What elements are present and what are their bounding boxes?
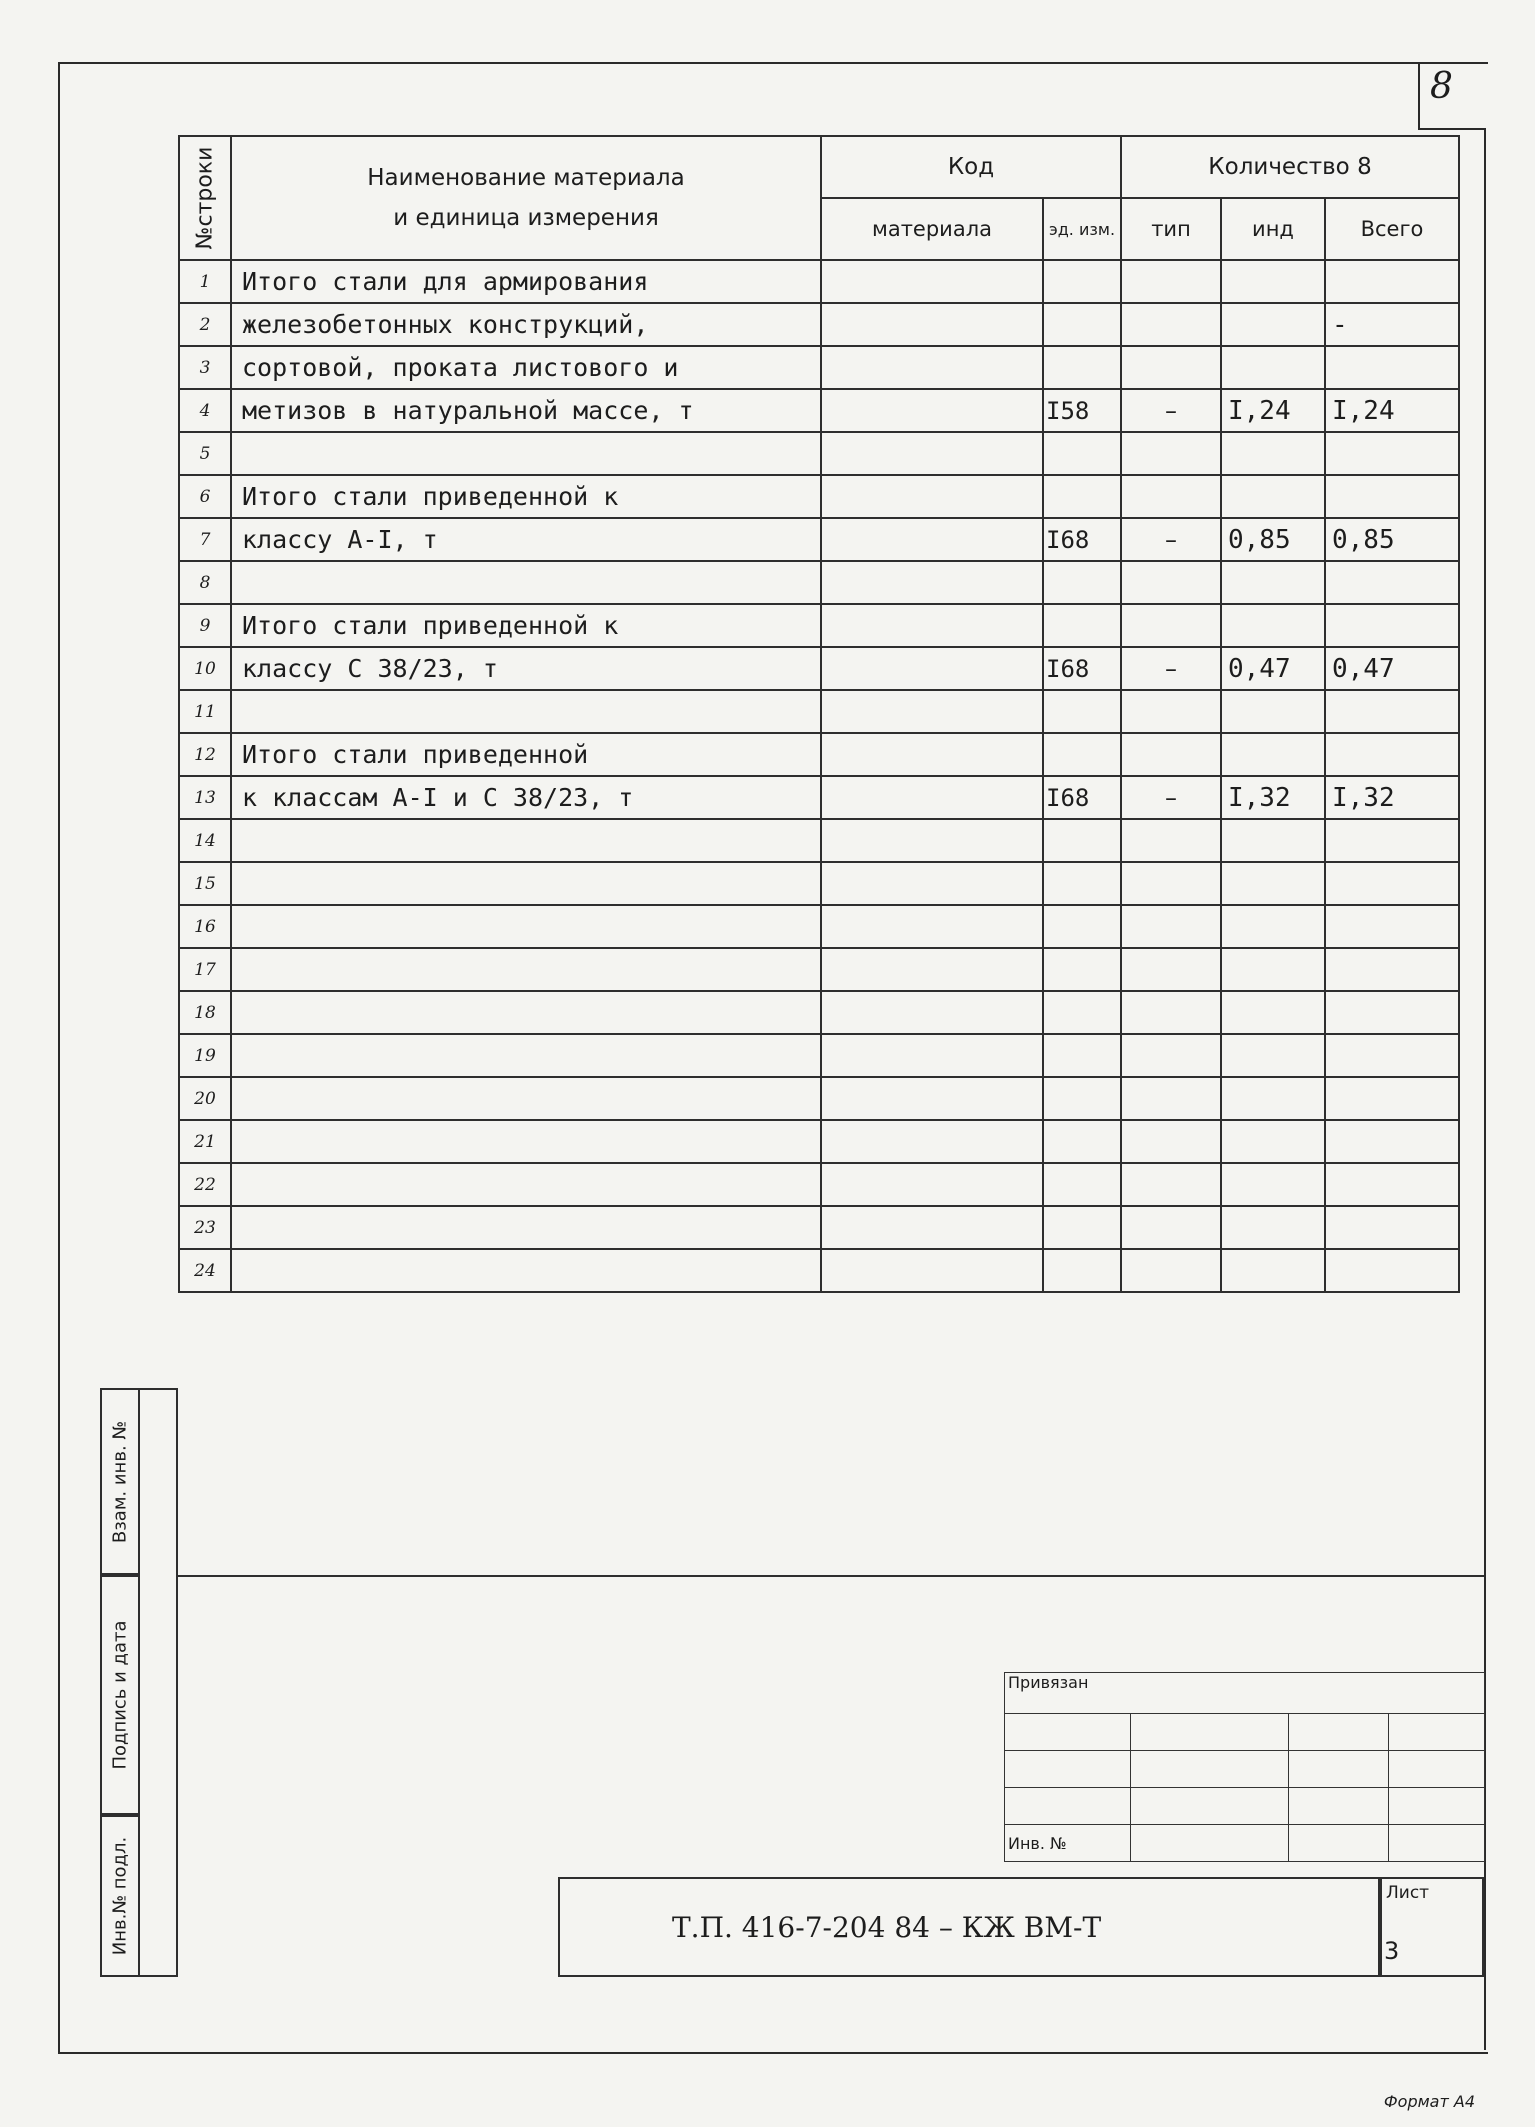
row-material-name: [231, 1120, 821, 1163]
row-type: [1121, 346, 1221, 389]
row-type: [1121, 948, 1221, 991]
header-unit: эд. изм.: [1043, 198, 1121, 260]
row-total: I,32: [1325, 776, 1459, 819]
row-ind: [1221, 733, 1325, 776]
row-total: 0,47: [1325, 647, 1459, 690]
row-number: 13: [179, 776, 231, 819]
row-total: [1325, 1034, 1459, 1077]
row-total: [1325, 1120, 1459, 1163]
row-number: 18: [179, 991, 231, 1034]
row-material-code: [821, 647, 1043, 690]
row-number: 17: [179, 948, 231, 991]
header-material-code: материала: [821, 198, 1043, 260]
row-material-code: [821, 1163, 1043, 1206]
table-row: [179, 819, 1459, 862]
row-total: -: [1325, 303, 1459, 346]
row-unit: I68: [1043, 647, 1121, 690]
row-type: [1121, 475, 1221, 518]
stamp-inv-no: Инв. №: [1005, 1825, 1131, 1862]
table-row: [179, 260, 1459, 303]
row-unit: [1043, 604, 1121, 647]
row-total: I,24: [1325, 389, 1459, 432]
row-number: 16: [179, 905, 231, 948]
row-material-name: [231, 862, 821, 905]
table-row: [179, 1077, 1459, 1120]
table-row: [179, 1034, 1459, 1077]
row-ind: 0,85: [1221, 518, 1325, 561]
row-ind: [1221, 604, 1325, 647]
sheet-number: 3: [1384, 1937, 1400, 1965]
row-total: [1325, 1077, 1459, 1120]
row-number: 20: [179, 1077, 231, 1120]
row-material-code: [821, 905, 1043, 948]
row-material-code: [821, 389, 1043, 432]
row-material-name: классу С 38/23, т: [231, 647, 821, 690]
row-total: 0,85: [1325, 518, 1459, 561]
table-row: [179, 518, 1459, 561]
row-material-code: [821, 948, 1043, 991]
row-type: [1121, 1249, 1221, 1292]
row-material-code: [821, 561, 1043, 604]
row-type: –: [1121, 389, 1221, 432]
row-material-code: [821, 432, 1043, 475]
row-type: –: [1121, 518, 1221, 561]
row-material-code: [821, 1120, 1043, 1163]
table-row: [179, 948, 1459, 991]
row-unit: [1043, 303, 1121, 346]
row-ind: [1221, 905, 1325, 948]
row-material-code: [821, 991, 1043, 1034]
row-ind: [1221, 690, 1325, 733]
table-row: [179, 1206, 1459, 1249]
row-material-code: [821, 1206, 1043, 1249]
row-unit: [1043, 905, 1121, 948]
table-row: [179, 1120, 1459, 1163]
row-unit: [1043, 1249, 1121, 1292]
row-total: [1325, 991, 1459, 1034]
row-number: 3: [179, 346, 231, 389]
row-unit: [1043, 561, 1121, 604]
row-material-name: [231, 432, 821, 475]
row-unit: [1043, 991, 1121, 1034]
row-number: 8: [179, 561, 231, 604]
row-type: [1121, 260, 1221, 303]
row-ind: I,32: [1221, 776, 1325, 819]
header-material-name: Наименование материала и единица измерения: [231, 136, 821, 260]
row-total: [1325, 862, 1459, 905]
row-number: 1: [179, 260, 231, 303]
row-ind: 0,47: [1221, 647, 1325, 690]
header-ind: инд: [1221, 198, 1325, 260]
row-unit: [1043, 1077, 1121, 1120]
row-material-code: [821, 862, 1043, 905]
row-type: [1121, 1163, 1221, 1206]
row-total: [1325, 905, 1459, 948]
row-material-name: [231, 561, 821, 604]
row-unit: [1043, 948, 1121, 991]
row-type: [1121, 819, 1221, 862]
row-material-name: Итого стали для армирования: [231, 260, 821, 303]
table-row: [179, 432, 1459, 475]
table-row: [179, 647, 1459, 690]
table-row: [179, 991, 1459, 1034]
row-ind: I,24: [1221, 389, 1325, 432]
page-number-box: [1418, 62, 1484, 130]
row-ind: [1221, 991, 1325, 1034]
row-number: 24: [179, 1249, 231, 1292]
header-type: тип: [1121, 198, 1221, 260]
header-total: Всего: [1325, 198, 1459, 260]
row-ind: [1221, 948, 1325, 991]
table-row: [179, 776, 1459, 819]
sidebar-signature-column: [140, 1388, 178, 1977]
header-row-number: №строки: [179, 136, 231, 260]
row-number: 11: [179, 690, 231, 733]
row-material-code: [821, 475, 1043, 518]
row-unit: [1043, 346, 1121, 389]
row-material-name: к классам А-I и С 38/23, т: [231, 776, 821, 819]
row-material-name: [231, 991, 821, 1034]
row-unit: [1043, 260, 1121, 303]
row-material-name: классу А-I, т: [231, 518, 821, 561]
row-number: 14: [179, 819, 231, 862]
table-row: [179, 475, 1459, 518]
row-number: 2: [179, 303, 231, 346]
header-code: Код: [821, 136, 1121, 198]
row-material-code: [821, 1077, 1043, 1120]
row-unit: [1043, 1034, 1121, 1077]
row-type: [1121, 604, 1221, 647]
row-ind: [1221, 862, 1325, 905]
row-material-code: [821, 303, 1043, 346]
table-row: [179, 905, 1459, 948]
row-material-code: [821, 1034, 1043, 1077]
table-row: [179, 561, 1459, 604]
row-unit: [1043, 432, 1121, 475]
lower-area-top-border: [178, 1575, 1484, 1577]
row-material-name: [231, 690, 821, 733]
row-ind: [1221, 260, 1325, 303]
row-total: [1325, 604, 1459, 647]
row-material-code: [821, 346, 1043, 389]
sidebar-inv-original: Инв.№ подл.: [100, 1815, 140, 1977]
row-number: 5: [179, 432, 231, 475]
row-number: 7: [179, 518, 231, 561]
row-material-name: Итого стали приведенной к: [231, 475, 821, 518]
table-row: [179, 303, 1459, 346]
row-type: [1121, 432, 1221, 475]
row-type: [1121, 303, 1221, 346]
row-unit: [1043, 690, 1121, 733]
row-type: [1121, 862, 1221, 905]
row-number: 4: [179, 389, 231, 432]
row-material-name: метизов в натуральной массе, т: [231, 389, 821, 432]
row-material-name: [231, 1163, 821, 1206]
row-type: –: [1121, 776, 1221, 819]
row-material-name: [231, 1206, 821, 1249]
row-number: 22: [179, 1163, 231, 1206]
row-ind: [1221, 303, 1325, 346]
row-total: [1325, 346, 1459, 389]
row-ind: [1221, 561, 1325, 604]
row-material-code: [821, 733, 1043, 776]
row-material-code: [821, 819, 1043, 862]
row-unit: I58: [1043, 389, 1121, 432]
document-designation: Т.П. 416-7-204 84 – КЖ ВМ-Т: [672, 1911, 1102, 1944]
row-number: 23: [179, 1206, 231, 1249]
row-material-code: [821, 260, 1043, 303]
row-unit: [1043, 1206, 1121, 1249]
row-total: [1325, 475, 1459, 518]
row-material-name: [231, 819, 821, 862]
row-unit: [1043, 475, 1121, 518]
row-type: [1121, 1077, 1221, 1120]
stamp-privyazan: Привязан: [1005, 1673, 1485, 1714]
table-row: [179, 389, 1459, 432]
row-ind: [1221, 1249, 1325, 1292]
row-type: [1121, 733, 1221, 776]
row-type: [1121, 991, 1221, 1034]
sheet-box: [1380, 1877, 1484, 1977]
row-material-code: [821, 690, 1043, 733]
table-row: [179, 690, 1459, 733]
title-block: [558, 1877, 1380, 1977]
sidebar-replacement-inv: Взам. инв. №: [100, 1388, 140, 1575]
row-unit: [1043, 1120, 1121, 1163]
table-row: [179, 604, 1459, 647]
row-material-code: [821, 604, 1043, 647]
row-number: 15: [179, 862, 231, 905]
row-material-name: железобетонных конструкций,: [231, 303, 821, 346]
row-material-name: [231, 1077, 821, 1120]
row-type: [1121, 690, 1221, 733]
row-unit: [1043, 819, 1121, 862]
row-total: [1325, 1249, 1459, 1292]
header-quantity: Количество 8: [1121, 136, 1459, 198]
materials-table: [178, 135, 1460, 1293]
row-number: 21: [179, 1120, 231, 1163]
row-type: [1121, 905, 1221, 948]
row-ind: [1221, 475, 1325, 518]
row-unit: [1043, 733, 1121, 776]
row-type: [1121, 561, 1221, 604]
sidebar-signature-date: Подпись и дата: [100, 1575, 140, 1815]
row-total: [1325, 948, 1459, 991]
sheet-label: Лист: [1386, 1883, 1430, 1903]
row-number: 12: [179, 733, 231, 776]
row-material-code: [821, 518, 1043, 561]
row-material-name: [231, 905, 821, 948]
row-number: 6: [179, 475, 231, 518]
table-row: [179, 1163, 1459, 1206]
row-material-name: [231, 1249, 821, 1292]
row-unit: [1043, 1163, 1121, 1206]
row-ind: [1221, 346, 1325, 389]
row-total: [1325, 561, 1459, 604]
row-type: –: [1121, 647, 1221, 690]
row-number: 9: [179, 604, 231, 647]
row-type: [1121, 1034, 1221, 1077]
row-material-name: [231, 1034, 821, 1077]
row-ind: [1221, 432, 1325, 475]
row-number: 19: [179, 1034, 231, 1077]
row-total: [1325, 819, 1459, 862]
row-ind: [1221, 1163, 1325, 1206]
row-unit: [1043, 862, 1121, 905]
format-label: Формат А4: [1383, 2092, 1475, 2111]
row-ind: [1221, 1206, 1325, 1249]
row-total: [1325, 690, 1459, 733]
binding-stamp: [1004, 1672, 1485, 1862]
page-number: 8: [1430, 66, 1453, 107]
row-unit: I68: [1043, 518, 1121, 561]
row-total: [1325, 733, 1459, 776]
row-ind: [1221, 1034, 1325, 1077]
row-ind: [1221, 1077, 1325, 1120]
table-row: [179, 862, 1459, 905]
row-ind: [1221, 819, 1325, 862]
row-total: [1325, 1206, 1459, 1249]
table-row: [179, 346, 1459, 389]
row-total: [1325, 1163, 1459, 1206]
row-material-name: сортовой, проката листового и: [231, 346, 821, 389]
row-unit: I68: [1043, 776, 1121, 819]
row-total: [1325, 432, 1459, 475]
row-number: 10: [179, 647, 231, 690]
row-material-code: [821, 776, 1043, 819]
row-material-name: Итого стали приведенной: [231, 733, 821, 776]
row-type: [1121, 1120, 1221, 1163]
row-material-code: [821, 1249, 1043, 1292]
table-row: [179, 1249, 1459, 1292]
row-material-name: [231, 948, 821, 991]
table-row: [179, 733, 1459, 776]
row-total: [1325, 260, 1459, 303]
row-ind: [1221, 1120, 1325, 1163]
row-type: [1121, 1206, 1221, 1249]
row-material-name: Итого стали приведенной к: [231, 604, 821, 647]
